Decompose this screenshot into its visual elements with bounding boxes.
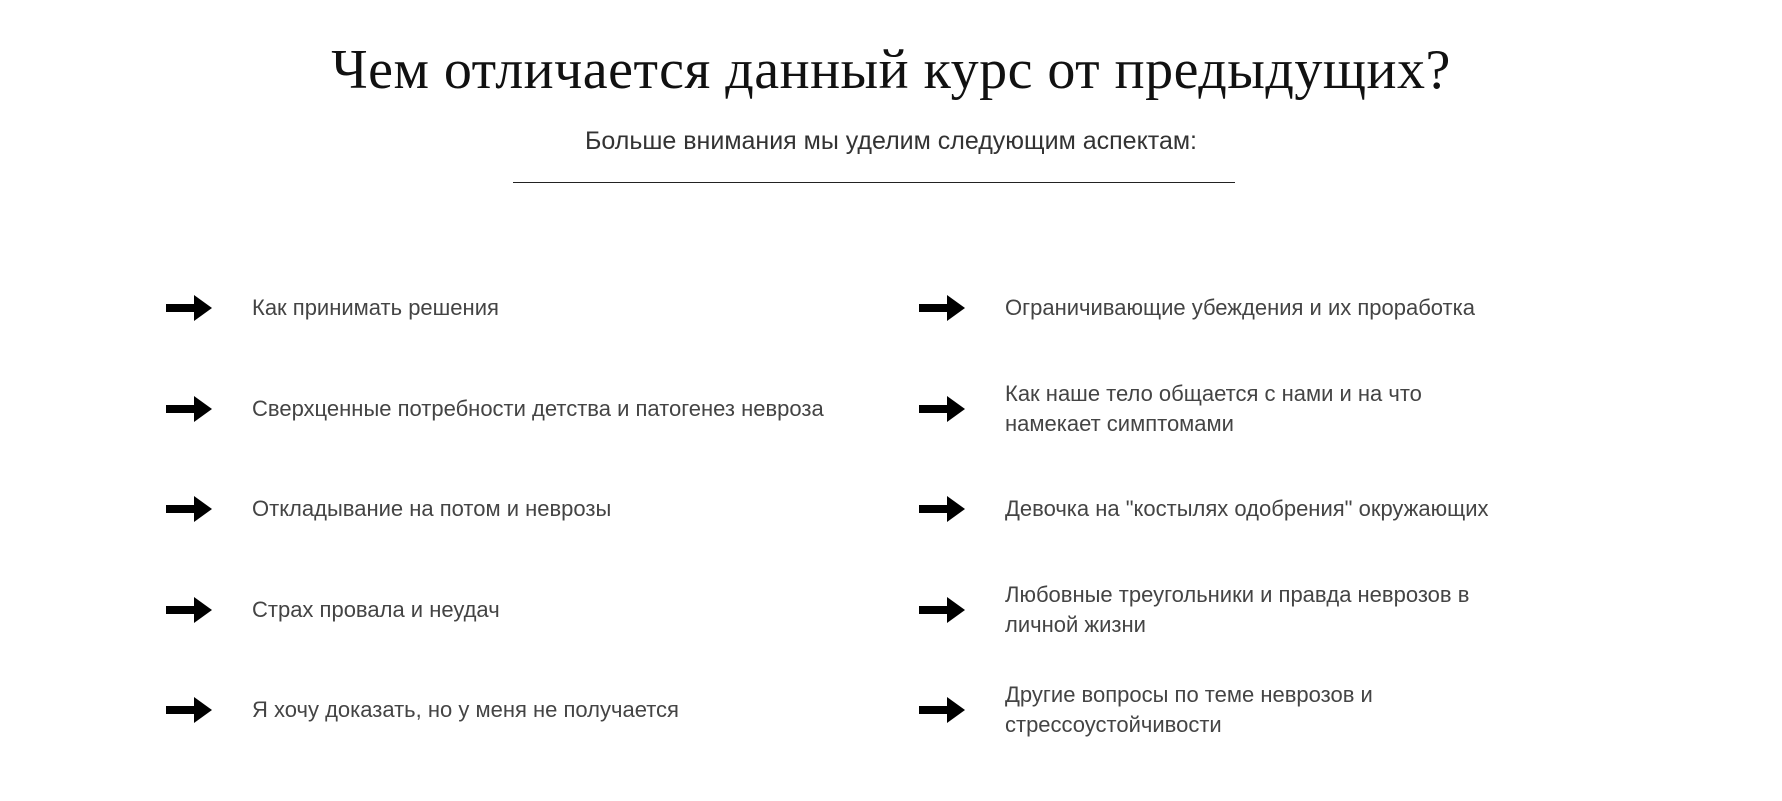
list-item [166,680,679,740]
arrow-right-icon [919,496,965,522]
arrow-right-icon [166,697,212,723]
list-item-label: Ограничивающие убеждения и их проработка [1005,295,1475,320]
arrow-right-icon [919,396,965,422]
page-subtitle: Больше внимания мы уделим следующим аспектам: [584,127,1197,155]
list-item [166,479,611,539]
list-item-label: Любовные треугольники и правда неврозов в личной жизни [1005,582,1470,637]
list-item [919,278,1475,338]
arrow-right-icon [166,295,212,321]
arrow-right-icon [919,295,965,321]
list-item-label: Я хочу доказать, но у меня не получается [252,697,679,722]
list-item-label: Как наше тело общается с нами и на что намекает симптомами [1005,381,1422,436]
arrow-right-icon [166,496,212,522]
list-item-label: Как принимать решения [252,295,499,320]
arrow-right-icon [919,597,965,623]
arrow-right-icon [166,597,212,623]
page-title: Чем отличается данный курс от предыдущих? [331,39,1451,101]
list-item [166,379,824,439]
list-item [919,680,1515,740]
list-item-label: Откладывание на потом и неврозы [252,496,612,521]
list-item [166,278,499,338]
list-item [919,479,1489,539]
list-item-label: Страх провала и неудач [252,597,500,622]
list-item [919,580,1515,640]
list-item-label: Девочка на "костылях одобрения" окружающих [1005,496,1489,521]
list-item [166,580,500,640]
arrow-right-icon [919,697,965,723]
list-item [919,379,1515,439]
divider [513,182,1235,183]
arrow-right-icon [166,396,212,422]
list-item-label: Другие вопросы по теме неврозов и стрессоустойчивости [1005,682,1373,737]
list-item-label: Сверхценные потребности детства и патогенез невроза [252,396,824,421]
